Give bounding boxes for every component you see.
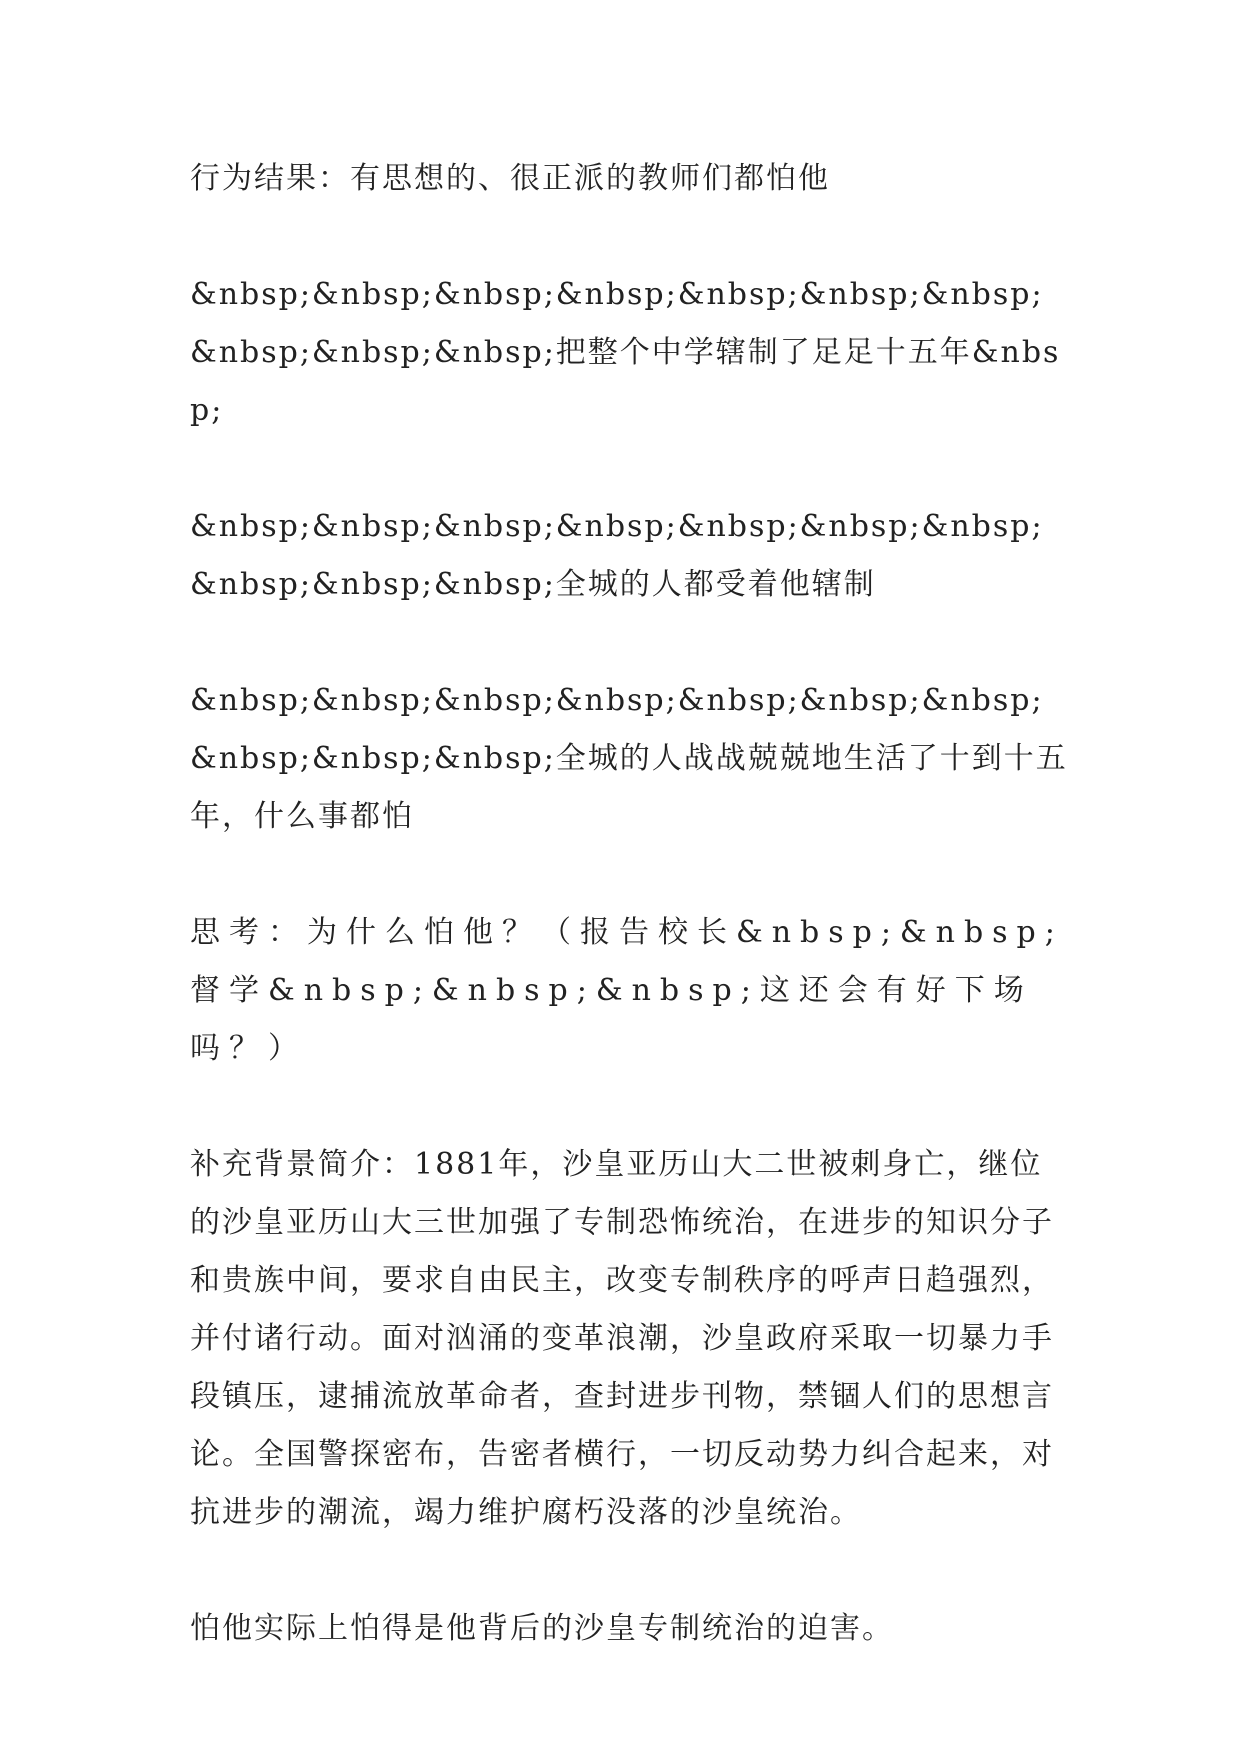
paragraph-thinking-question: 思考：为什么怕他？（报告校长&nbsp;&nbsp;督学&nbsp;&nbsp;&nbsp;这还会有好下场吗？）	[190, 915, 1064, 1066]
paragraph-school-control: &nbsp;&nbsp;&nbsp;&nbsp;&nbsp;&nbsp;&nbsp;&nbsp;&nbsp;&nbsp;把整个中学辖制了足足十五年&nbsp;	[190, 277, 1061, 428]
paragraph-conclusion: 怕他实际上怕得是他背后的沙皇专制统治的迫害。	[190, 1611, 894, 1646]
document-body	[190, 150, 1070, 1658]
paragraph-city-fear: &nbsp;&nbsp;&nbsp;&nbsp;&nbsp;&nbsp;&nbsp;&nbsp;&nbsp;&nbsp;全城的人战战兢兢地生活了十到十五年，什么事都怕	[190, 683, 1068, 834]
paragraph-background: 补充背景简介：1881年，沙皇亚历山大二世被刺身亡，继位的沙皇亚历山大三世加强了专制恐怖统治，在进步的知识分子和贵族中间，要求自由民主，改变专制秩序的呼声日趋强烈，并付诸行动。面对汹涌的变革浪潮，沙皇政府采取一切暴力手段镇压，逮捕流放革命者，查封进步刊物，禁锢人们的思想言论。全国警探密布，告密者横行，一切反动势力纠合起来，对抗进步的潮流，竭力维护腐朽没落的沙皇统治。	[190, 1147, 1054, 1530]
paragraph-city-control: &nbsp;&nbsp;&nbsp;&nbsp;&nbsp;&nbsp;&nbsp;&nbsp;&nbsp;&nbsp;全城的人都受着他辖制	[190, 509, 1044, 602]
paragraph-behavior-result: 行为结果：有思想的、很正派的教师们都怕他	[190, 161, 830, 196]
